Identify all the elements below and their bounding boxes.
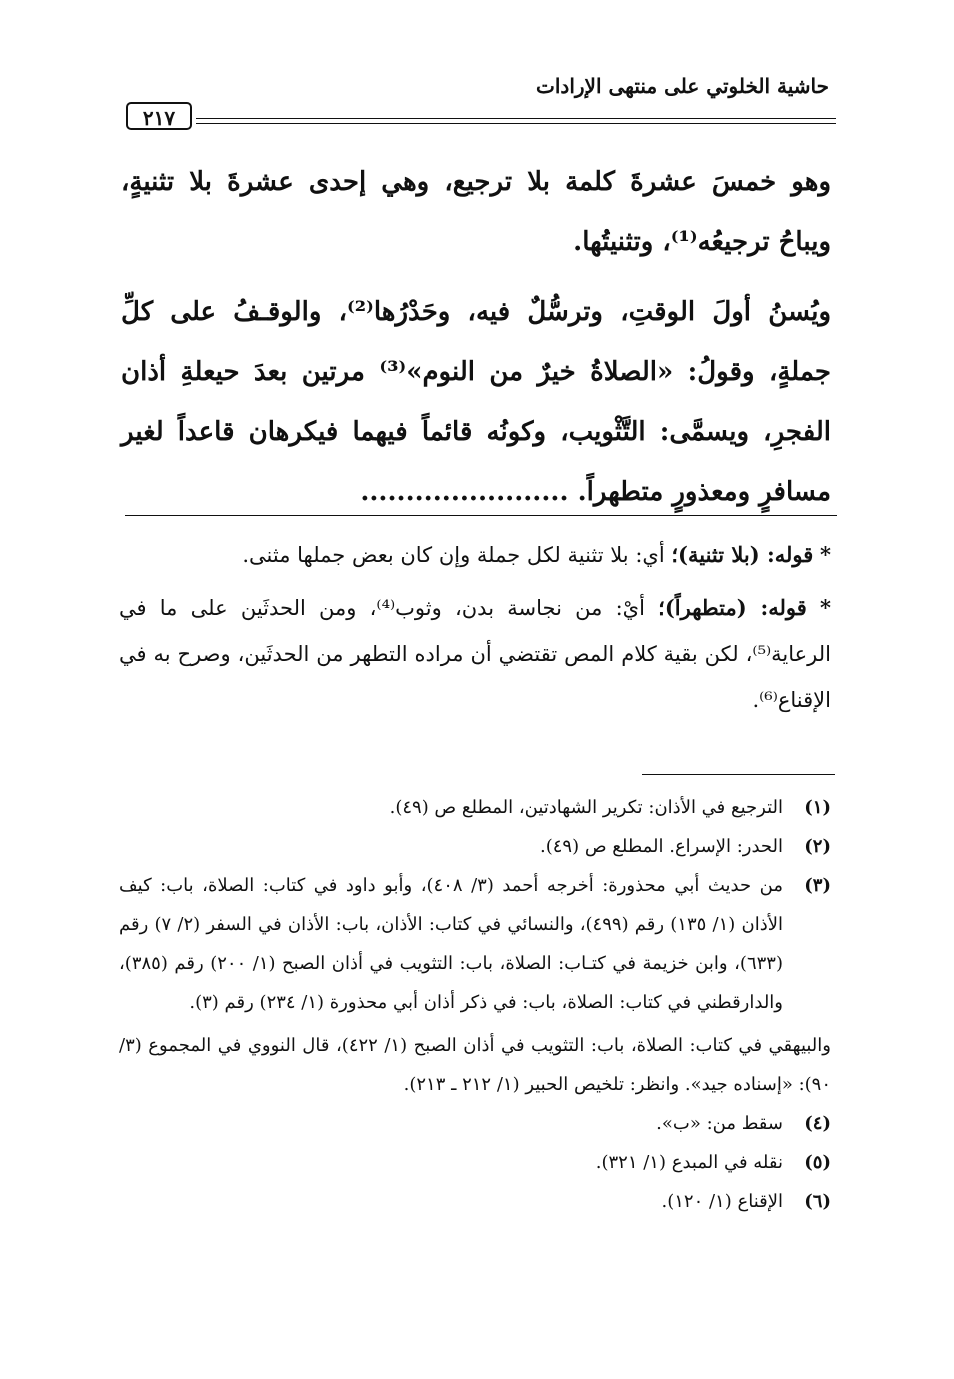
hashiya-entry [119,585,831,723]
footnote [119,1182,831,1221]
footnote [119,1104,831,1143]
main-text [121,152,831,522]
running-title: حاشية الخلوتي على منتهى الإرادات [536,74,829,98]
footnote-text: الحدر: الإسراع. المطلع ص (٤٩). [539,836,783,857]
footnote-number: (١) [804,797,831,818]
footnote-number: (٤) [804,1113,831,1134]
footnote-text: سقط من: «ب». [656,1113,783,1134]
hashiya-text: أيْ: من نجاسة بدن، وثوب⁽⁴⁾، ومن الحدثَين على ما في الرعاية⁽⁵⁾، لكن بقية كلام المص تقتضي أن مراده التطهر من الحدثَين، وصرح به في الإقناع⁽⁶⁾. [119,596,831,712]
header-rule-double [196,123,836,124]
footnote [119,1143,831,1182]
footnote-continuation: والبيهقي في كتاب: الصلاة، باب: التثويب في أذان الصبح (١/ ٤٢٢)، قال النووي في المجموع (٣/ ٩٠): «إسناده جيد». وانظر: تلخيص الحبير (١/ ٢١٢ ـ ٢١٣). [119,1035,831,1095]
footnote-text: من حديث أبي محذورة: أخرجه أحمد (٣/ ٤٠٨)، وأبو داود في كتاب: الصلاة، باب: كيف الأذان (١/ ١٣٥) رقم (٤٩٩)، والنسائي في كتاب: الأذان، باب: الأذان في السفر (٢/ ٧) رقم (٦٣٣)، وابن خزيمة في كتـاب: الصلاة، باب: التثويب في أذان الصبح (١/ ٢٠٠) رقم (٣٨٥)، والدارقطني في كتاب: الصلاة، باب: في ذكر أذان أبي محذورة (١/ ٢٣٤) رقم (٣). [119,875,783,1013]
header-rule [196,118,836,119]
ellipsis-dots: ....................... [360,477,569,507]
footnotes [119,788,831,1221]
footnote-number: (٦) [804,1191,831,1212]
footnote [119,827,831,866]
footnote-text: نقله في المبدع (١/ ٣٢١). [595,1152,783,1173]
main-paragraph-text: ويُسنُ أولَ الوقتِ، وترسُّلٌ فيه، وحَدْرُها⁽²⁾، والوقـفُ على كلِّ جملةٍ، وقولُ: «الصلاةُ خيرٌ من النوم»⁽³⁾ مرتين بعدَ حيعلةِ أذان الفجرِ، ويسمَّى: التَّثْويب، وكونُه قائماً فيهما فيكرهان قاعداً لغير مسافرٍ ومعذورٍ متطهراً. [121,297,831,507]
footnote [119,866,831,1022]
page-number: ٢١٧ [126,102,192,130]
hashiya-entry [119,532,831,578]
main-paragraph: وهو خمسَ عشرةَ كلمة بلا ترجيع، وهي إحدى عشرةَ بلا تثنيةٍ، ويباحُ ترجيعُه⁽¹⁾، وتثنيتُها. [121,167,831,257]
footnote [119,788,831,827]
footnote-number: (٣) [804,875,831,896]
footnote-text: الإقناع (١/ ١٢٠). [661,1191,783,1212]
main-paragraph [121,282,831,522]
footnote-separator [642,774,835,775]
asterisk-icon: * [820,542,831,567]
hashiya-text: أي: بلا تثنية لكل جملة وإن كان بعض جملها مثنى. [242,543,672,567]
footnote-number: (٥) [804,1152,831,1173]
asterisk-icon: * [820,595,832,620]
footnote-number: (٢) [804,836,831,857]
footnote-text: الترجيع في الأذان: تكرير الشهادتين، المطلع ص (٤٩). [389,797,783,818]
hashiya-separator [125,515,837,516]
hashiya-commentary [119,532,831,723]
hashiya-lemma: قوله: (بلا تثنية)؛ [671,542,814,567]
hashiya-lemma: قوله: (متطهراً)؛ [658,595,807,620]
